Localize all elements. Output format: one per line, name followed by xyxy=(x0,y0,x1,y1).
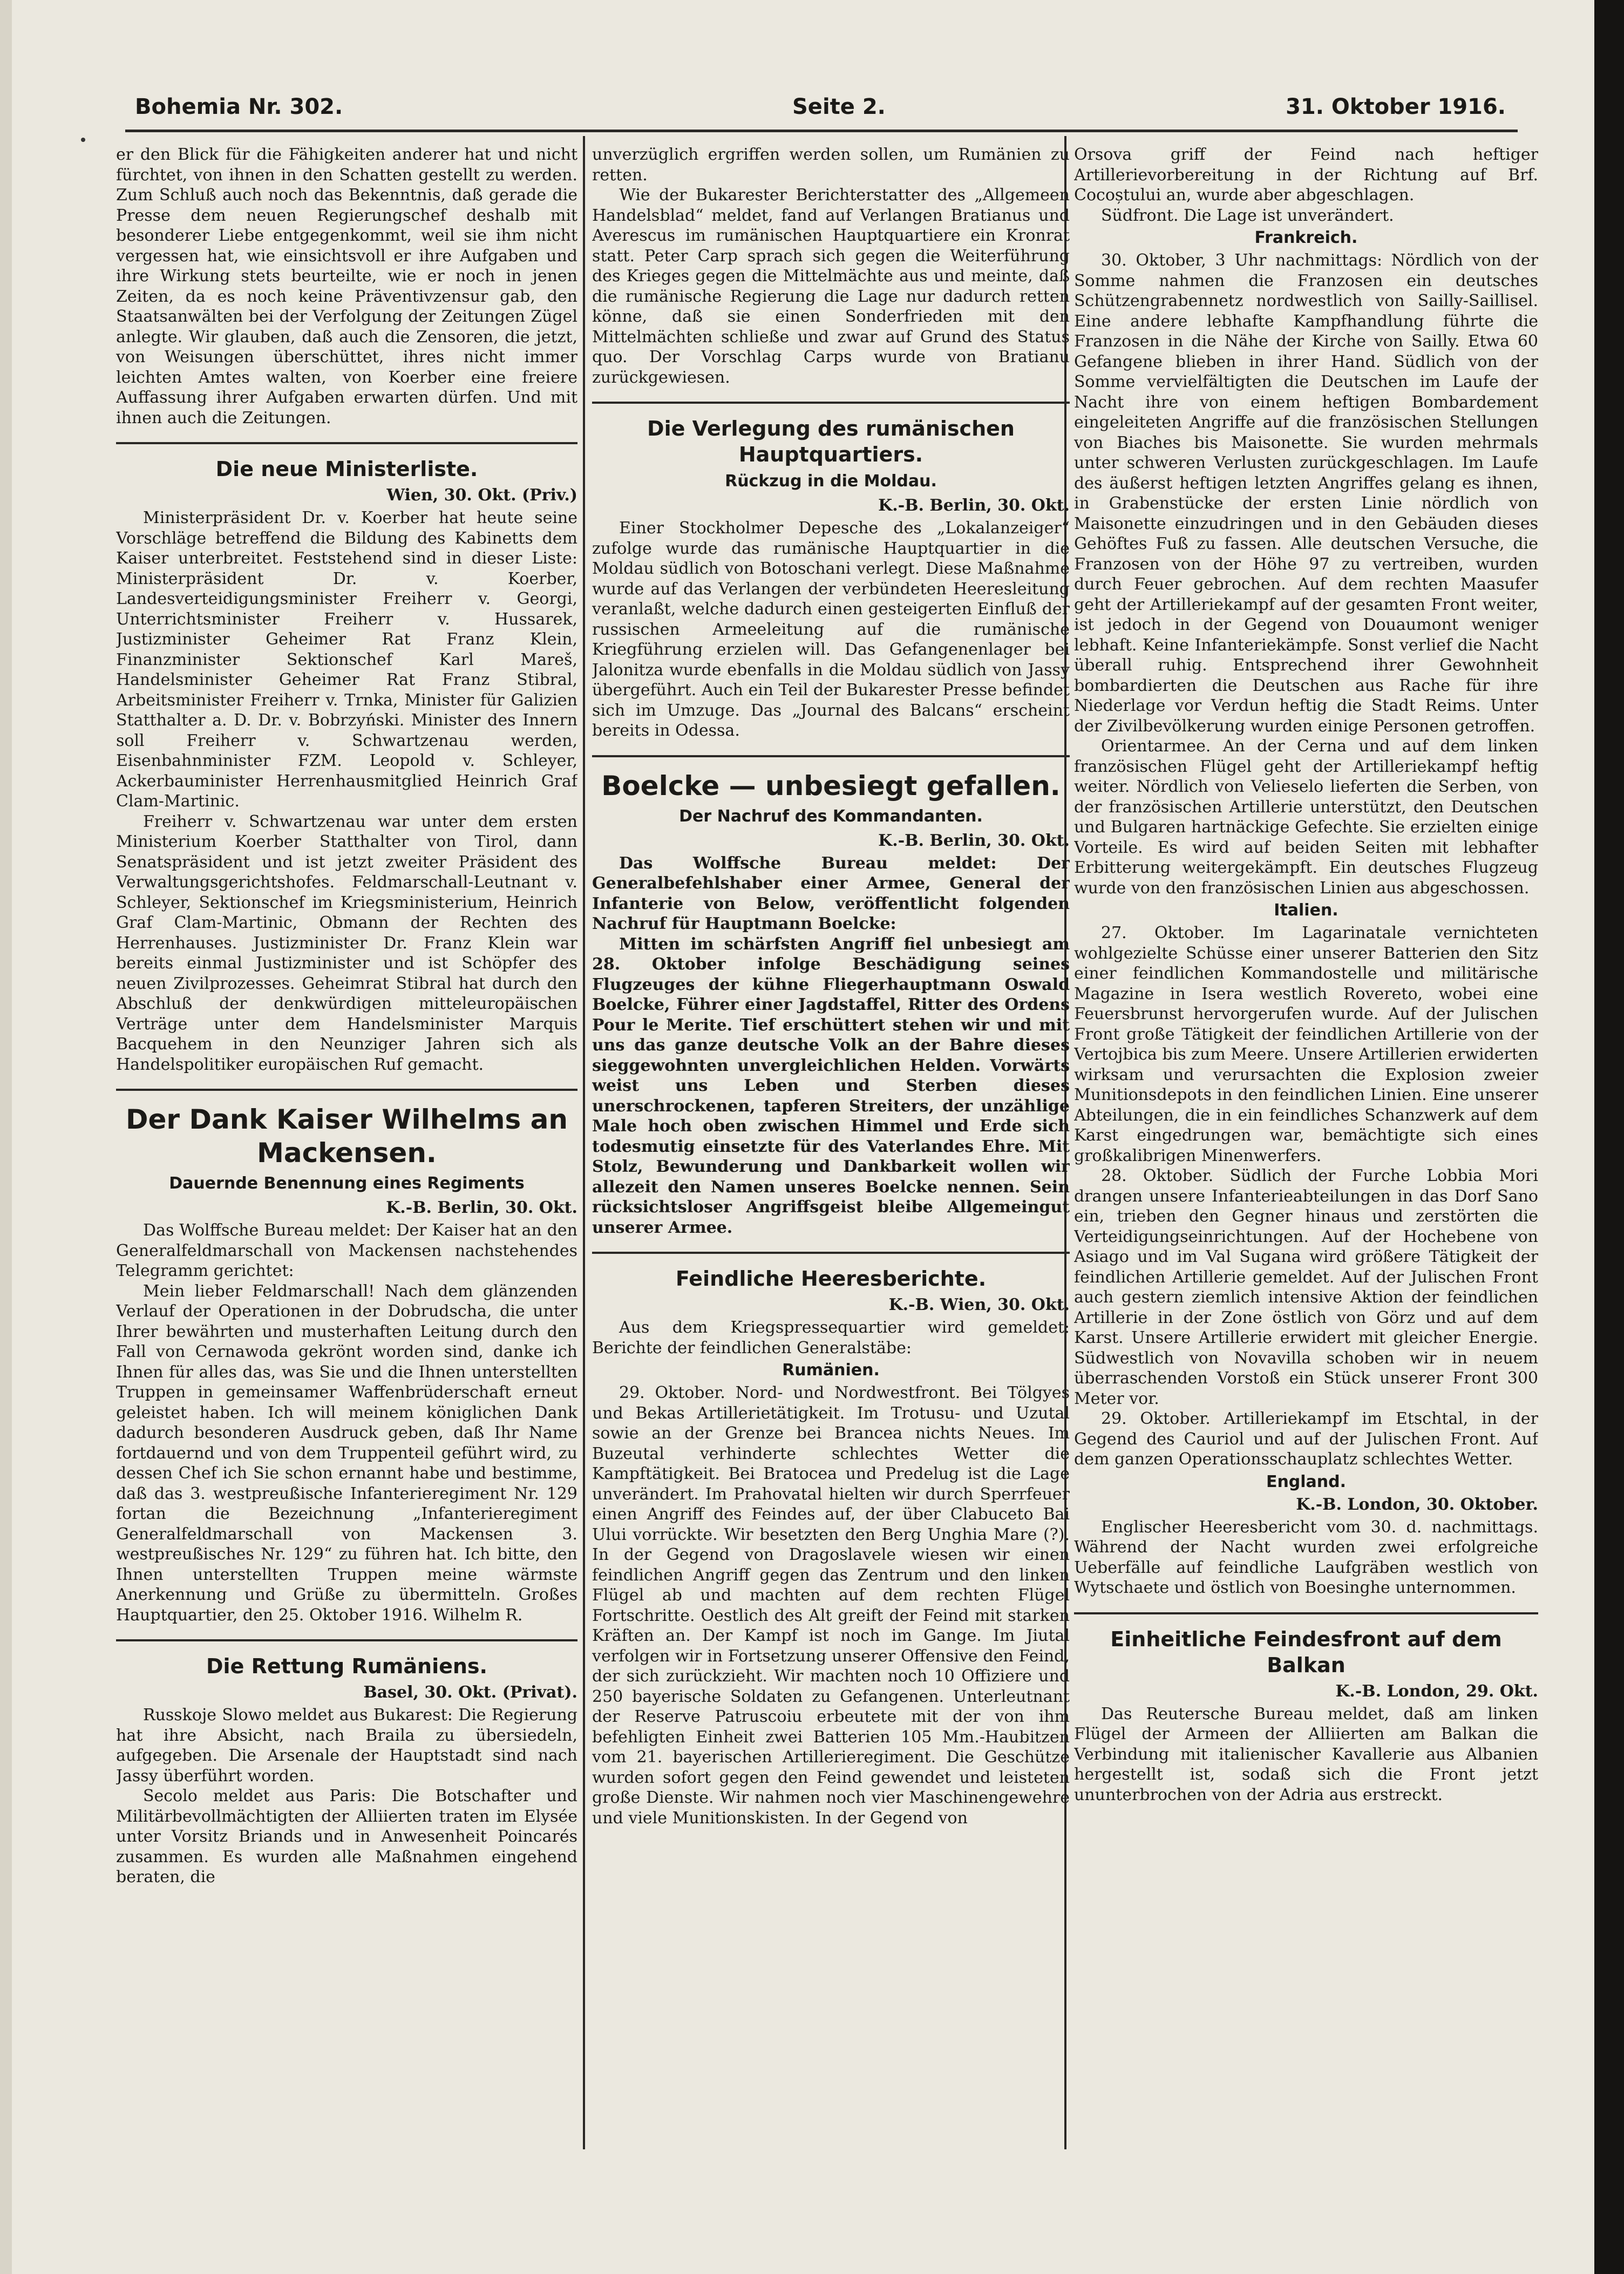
article-divider xyxy=(592,1252,1070,1254)
article-paragraph: Südfront. Die Lage ist unverändert. xyxy=(1101,206,1394,225)
article-title-hauptquartier: Die Verlegung des rumänischen Hauptquartiers. xyxy=(647,417,1015,466)
dateline: K.-B. Berlin, 30. Okt. xyxy=(878,831,1070,850)
margin-mark xyxy=(81,138,85,142)
column-2 xyxy=(592,145,1070,2153)
article-divider xyxy=(1074,1612,1538,1614)
dateline: K.-B. Wien, 30. Okt. xyxy=(888,1295,1070,1314)
article-subtitle: Der Nachruf des Kommandanten. xyxy=(679,806,983,826)
telegram-text: Mein lieber Feldmarschall! Nach dem glänzenden Verlauf der Operationen in der Dobrudscha, die unter Ihrer bewährten und musterhaften Leitung durch den Fall von Cernawoda gekrönt worden sind, danke ich Ihnen für alles das, was Sie und die Ihnen unterstellten Truppen in gemeinsamer Waffenbrüderschaft erneut geleistet haben. Ich will meinem königlichen Dank dadurch besonderen Ausdruck geben, daß Ihr Name fortdauernd und von dem Truppenteil geführt wird, zu dessen Chef ich Sie schon ernannt habe und bestimme, daß das 3. westpreußische Infanterieregiment Nr. 129 fortan die Bezeichnung „Infanterieregiment Generalfeldmarschall von Mackensen 3. westpreußisches Nr. 129“ zu führen hat. Ich bitte, den Ihnen unterstellten Truppen meine wärmste Anerkennung und Grüße zu übermitteln. Großes Hauptquartier, den 25. Oktober 1916. Wilhelm R. xyxy=(116,1281,577,1625)
scan-edge-left xyxy=(0,0,12,2274)
article-title-rumaenien: Die Rettung Rumäniens. xyxy=(206,1654,487,1678)
dateline: K.-B. London, 29. Okt. xyxy=(1335,1681,1538,1701)
article-paragraph: Ministerpräsident Dr. v. Koerber hat heute seine Vorschläge betreffend die Bildung des Kabinetts dem Kaiser unterbreitet. Feststehend sind in dieser Liste: Ministerpräsident Dr. v. Koerber, Landesverteidigungsminister Freiherr v. Georgi, Unterrichtsminister Freiherr v. Hussarek, Justizminister Geheimer Rat Franz Klein, Finanzminister Sektionschef Karl Mareš, Handelsminister Geheimer Rat Franz Stibral, Arbeitsminister Freiherr v. Trnka, Minister für Galizien Statthalter a. D. Dr. v. Bobrzyński. Minister des Innern soll Freiherr v. Schwartzenau werden, Eisenbahnminister FZM. Leopold v. Schleyer, Ackerbauminister Herrenhausmitglied Heinrich Graf Clam-Martinic. xyxy=(116,508,577,811)
article-paragraph: Das Wolffsche Bureau meldet: Der Kaiser hat an den Generalfeldmarschall von Mackensen nachstehendes Telegramm gerichtet: xyxy=(116,1221,577,1280)
obituary-text: Mitten im schärfsten Angriff fiel unbesiegt am 28. Oktober infolge Beschädigung seines Flugzeuges der kühne Fliegerhauptmann Oswald Boelcke, Führer einer Jagdstaffel, Ritter des Ordens Pour le Merite. Tief erschüttert stehen wir und mit uns das ganze deutsche Volk an der Bahre dieses sieggewohnten unvergleichlichen Helden. Vorwärts weist uns Leben und Sterben dieses unerschrockenen, tapferen Streiters, der unzählige Male hoch oben zwischen Himmel und Erde sich todesmutig einsetzte für des Vaterlandes Ehre. Mit Stolz, Bewunderung und Dankbarkeit wollen wir allezeit den Namen unseres Boelcke nennen. Sein rücksichtsloser Angriffsgeist bleibe Allgemeingut unserer Armee. xyxy=(592,934,1070,1237)
section-heading-italien: Italien. xyxy=(1274,901,1338,920)
article-paragraph: 30. Oktober, 3 Uhr nachmittags: Nördlich von der Somme nahmen die Franzosen ein deutsches Schützengrabennetz nordwestlich von Sailly-Saillisel. Eine andere lebhafte Kampfhandlung führte die Franzosen in die Nähe der Kirche von Sailly. Etwa 60 Gefangene blieben in ihrer Hand. Südlich von der Somme vervielfältigten die Deutschen im Laufe der Nacht ihre von einem heftigen Bombardement eingeleiteten Angriffe auf die französischen Stellungen von Biaches bis Maisonette. Sie wurden mehrmals unter schweren Verlusten zurückgeschlagen. Im Laufe des äußerst heftigen letzten Angriffes gelang es ihnen, in Grabenstücke der ersten Linie nördlich von Maisonette einzudringen und in den Gebäuden dieses Gehöftes Fuß zu fassen. Alle deutschen Versuche, die Franzosen von der Höhe 97 zu vertreiben, wurden durch Feuer gebrochen. Auf dem rechten Maasufer geht der Artilleriekampf auf der gesamten Front weiter, ist jedoch in der Gegend von Douaumont weniger lebhaft. Keine Infanteriekämpfe. Sonst verlief die Nacht überall ruhig. Entsprechend ihrer Gewohnheit bombardierten die Deutschen aus Rache für ihre Niederlage vor Verdun heftig die Stadt Reims. Unter der Zivilbevölkerung wurden einige Personen getroffen. xyxy=(1074,251,1538,736)
article-paragraph: 28. Oktober. Südlich der Furche Lobbia Mori drangen unsere Infanterieabteilungen in das Dorf Sano ein, trieben den Gegner hinaus und zerstörten die Verteidigungseinrichtungen. Auf der Hochebene von Asiago und im Val Sugana wird größere Tätigkeit der feindlichen Artillerie gemeldet. Auf der Julischen Front auch gestern ziemlich intensive Aktion der feindlichen Artillerie in der Zone östlich von Görz und auf dem Karst. Unsere Artillerie erwidert mit gleicher Energie. Südwestlich von Novavilla schoben wir in neuem überraschenden Vorstoß ein Stück unserer Front 300 Meter vor. xyxy=(1074,1166,1538,1408)
article-continuation: er den Blick für die Fähigkeiten anderer hat und nicht fürchtet, von ihnen in den Schatten gestellt zu werden. Zum Schluß auch noch das Bekenntnis, daß gerade die Presse dem neuen Regierungschef deshalb mit besonderer Liebe entgegenkommt, weil sie ihm nicht vergessen hat, wie einsichtsvoll er ihre Aufgaben und ihre Wirkung stets beurteilte, wie er noch in jenen Zeiten, da es noch keine Präventivzensur gab, den Staatsanwälten bei der Verfolgung der Zeitungen Zügel anlegte. Wir glauben, daß auch die Zensoren, die jetzt, von Weisungen überschüttet, ihres nicht immer leichten Amtes walten, von Koerber eine freiere Auffassung ihrer Aufgaben erwarten dürfen. Und mit ihnen auch die Zeitungen. xyxy=(116,145,577,427)
article-paragraph: 29. Oktober. Artilleriekampf im Etschtal, in der Gegend des Cauriol und auf der Julischen Front. Auf dem ganzen Operationsschauplatz schlechtes Wetter. xyxy=(1074,1409,1538,1469)
article-subtitle: Rückzug in die Moldau. xyxy=(725,472,937,491)
dateline: K.-B. London, 30. Oktober. xyxy=(1296,1495,1538,1514)
article-paragraph: Orientarmee. An der Cerna und auf dem linken französischen Flügel geht der Artilleriekampf heftig weiter. Nördlich von Velieselo lieferten die Serben, von der französischen Artillerie unterstützt, den Deutschen und Bulgaren hartnäckige Gefechte. Sie erzielten einige Vorteile. Es wird auf beiden Seiten mit lebhafter Erbitterung weitergekämpft. Ein deutsches Flugzeug wurde von den französischen Linien aus abgeschossen. xyxy=(1074,737,1538,898)
article-subtitle: Dauernde Benennung eines Regiments xyxy=(169,1174,525,1193)
article-title-boelcke: Boelcke — unbesiegt gefallen. xyxy=(601,770,1061,802)
column-rule-1 xyxy=(583,136,585,2149)
article-paragraph: Das Reutersche Bureau meldet, daß am linken Flügel der Armeen der Alliierten am Balkan die Verbindung mit italienischer Kavallerie aus Albanien hergestellt ist, sodaß sich die Front jetzt ununterbrochen von der Adria aus erstreckt. xyxy=(1074,1704,1538,1804)
section-heading-england: England. xyxy=(1266,1472,1347,1491)
dateline: Basel, 30. Okt. (Privat). xyxy=(363,1683,577,1702)
newspaper-name: Bohemia Nr. 302. xyxy=(135,94,343,119)
article-paragraph: Freiherr v. Schwartzenau war unter dem ersten Ministerium Koerber Statthalter von Tirol, dann Senatspräsident und ist jetzt zweiter Präsident des Verwaltungsgerichtshofes. Feldmarschall-Leutnant v. Schleyer, Sektionschef im Kriegsministerium, Heinrich Graf Clam-Martinic, Obmann der Rechten des Herrenhauses. Justizminister Dr. Franz Klein war bereits einmal Justizminister und ist Schöpfer des neuen Zivilprozesses. Geheimrat Stibral hat durch den Abschluß der denkwürdigen mitteleuropäischen Verträge unter dem Handelsminister Marquis Bacquehem in den Neunziger Jahren sich als Handelspolitiker europäischen Ruf gemacht. xyxy=(116,812,577,1074)
article-continuation: Orsova griff der Feind nach heftiger Artillerievorbereitung in der Richtung auf Brf. Cocoștului an, wurde aber abgeschlagen. xyxy=(1074,145,1538,205)
article-divider xyxy=(116,442,577,444)
article-divider xyxy=(116,1089,577,1091)
article-paragraph: 29. Oktober. Nord- und Nordwestfront. Bei Tölgyes und Bekas Artillerietätigkeit. Im Trotusu- und Uzutal sowie an der Grenze bei Brancea nichts Neues. Im Buzeutal verhinderte schlechtes Wetter die Kampftätigkeit. Bei Bratocea und Predelug ist die Lage unverändert. Im Prahovatal hielten wir durch Sperrfeuer einen Angriff des Feindes auf, der über Clabuceto Bai Ului vorrückte. Wir besetzten den Berg Unghia Mare (?). In der Gegend von Dragoslavele wiesen wir einen feindlichen Angriff gegen das Zentrum und den linken Flügel ab und machten auf dem rechten Flügel Fortschritte. Oestlich des Alt greift der Feind mit starken Kräften an. Der Kampf ist noch im Gange. Im Jiutal verfolgen wir in Fortsetzung unserer Offensive den Feind, der sich zurückzieht. Wir machten noch 10 Offiziere und 250 bayerische Soldaten zu Gefangenen. Unterleutnant der Reserve Patruscoiu erbeutete mit der von ihm befehligten Einheit zwei Batterien 105 Mm.-Haubitzen vom 21. bayerischen Artillerieregiment. Die Geschütze wurden sofort gegen den Feind gewendet und leisteten große Dienste. Wir nahmen noch vier Maschinengewehre und viele Munitionskisten. In der Gegend von xyxy=(592,1383,1070,1828)
scan-edge-right xyxy=(1594,0,1624,2274)
article-paragraph: Wie der Bukarester Berichterstatter des „Allgemeen Handelsblad“ meldet, fand auf Verlangen Bratianus und Averescus im rumänischen Hauptquartiere ein Kronrat statt. Peter Carp sprach sich gegen die Weiterführung des Krieges gegen die Mittelmächte aus und meinte, daß die rumänische Regierung die Lage nur dadurch retten könne, daß sie einen Sonderfrieden mit den Mittelmächten schließe und zwar auf Grund des Status quo. Der Vorschlag Carps wurde von Bratianu zurückgewiesen. xyxy=(592,186,1070,387)
article-title-balkan: Einheitliche Feindesfront auf dem Balkan xyxy=(1110,1627,1502,1677)
article-continuation: unverzüglich ergriffen werden sollen, um Rumänien zu retten. xyxy=(592,145,1070,185)
column-3 xyxy=(1074,145,1538,2153)
page-number: Seite 2. xyxy=(792,94,886,119)
article-divider xyxy=(592,755,1070,757)
page-header xyxy=(135,94,1506,127)
section-heading-frankreich: Frankreich. xyxy=(1254,228,1358,247)
article-paragraph: Aus dem Kriegspressequartier wird gemeldet: Berichte der feindlichen Generalstäbe: xyxy=(592,1318,1070,1357)
article-title-mackensen: Der Dank Kaiser Wilhelms an Mackensen. xyxy=(125,1104,568,1169)
article-paragraph: Das Wolffsche Bureau meldet: Der Generalbefehlshaber einer Armee, General der Infanterie von Below, veröffentlicht folgenden Nachruf für Hauptmann Boelcke: xyxy=(592,853,1070,933)
section-heading-rumaenien: Rumänien. xyxy=(782,1361,880,1380)
article-paragraph: Englischer Heeresbericht vom 30. d. nachmittags. Während der Nacht wurden zwei erfolgreiche Ueberfälle auf feindliche Laufgräben westlich von Wytschaete und östlich von Boesinghe unternommen. xyxy=(1074,1517,1538,1597)
article-title-ministerliste: Die neue Ministerliste. xyxy=(215,457,478,481)
article-paragraph: Secolo meldet aus Paris: Die Botschafter und Militärbevollmächtigten der Alliierten traten im Elysée unter Vorsitz Briands und in Anwesenheit Poincarés zusammen. Es wurden alle Maßnahmen eingehend beraten, die xyxy=(116,1787,577,1886)
dateline: Wien, 30. Okt. (Priv.) xyxy=(386,486,577,505)
article-paragraph: Russkoje Slowo meldet aus Bukarest: Die Regierung hat ihre Absicht, nach Braila zu übersiedeln, aufgegeben. Die Arsenale der Hauptstadt sind nach Jassy überführt worden. xyxy=(116,1706,577,1786)
article-paragraph: 27. Oktober. Im Lagarinatale vernichteten wohlgezielte Schüsse einer unserer Batterien den Sitz einer feindlichen Kommandostelle und militärische Magazine in Isera westlich Rovereto, wobei eine Feuersbrunst hervorgerufen wurde. Auf der Julischen Front große Tätigkeit der feindlichen Artillerie von der Vertojbica bis zum Meere. Unsere Artillerien erwiderten wirksam und verursachten die Explosion zweier Munitionsdepots in den feindlichen Linien. Eine unserer Abteilungen, die in ein feindliches Schanzwerk auf dem Karst eingedrungen war, bemächtigte sich eines großkalibrigen Minenwerfers. xyxy=(1074,924,1538,1165)
article-divider xyxy=(116,1639,577,1641)
header-rule xyxy=(125,130,1518,132)
column-1 xyxy=(116,145,577,2153)
article-paragraph: Einer Stockholmer Depesche des „Lokalanzeiger“ zufolge wurde das rumänische Hauptquartier in die Moldau südlich von Botoschani verlegt. Diese Maßnahme wurde auf das Verlangen der verbündeten Heeresleitung veranlaßt, welche dadurch einen gesteigerten Einfluß der russischen Armeeleitung auf die rumänische Kriegführung erzielen will. Das Gefangenenlager bei Jalonitza wurde ebenfalls in die Moldau südlich von Jassy übergeführt. Auch ein Teil der Bukarester Presse befindet sich im Umzuge. Das „Journal des Balcans“ erscheint bereits in Odessa. xyxy=(592,519,1070,740)
article-divider xyxy=(592,402,1070,404)
dateline: K.-B. Berlin, 30. Okt. xyxy=(386,1198,577,1217)
issue-date: 31. Oktober 1916. xyxy=(1286,94,1506,119)
article-title-heeresberichte: Feindliche Heeresberichte. xyxy=(675,1267,987,1291)
dateline: K.-B. Berlin, 30. Okt. xyxy=(878,496,1070,515)
